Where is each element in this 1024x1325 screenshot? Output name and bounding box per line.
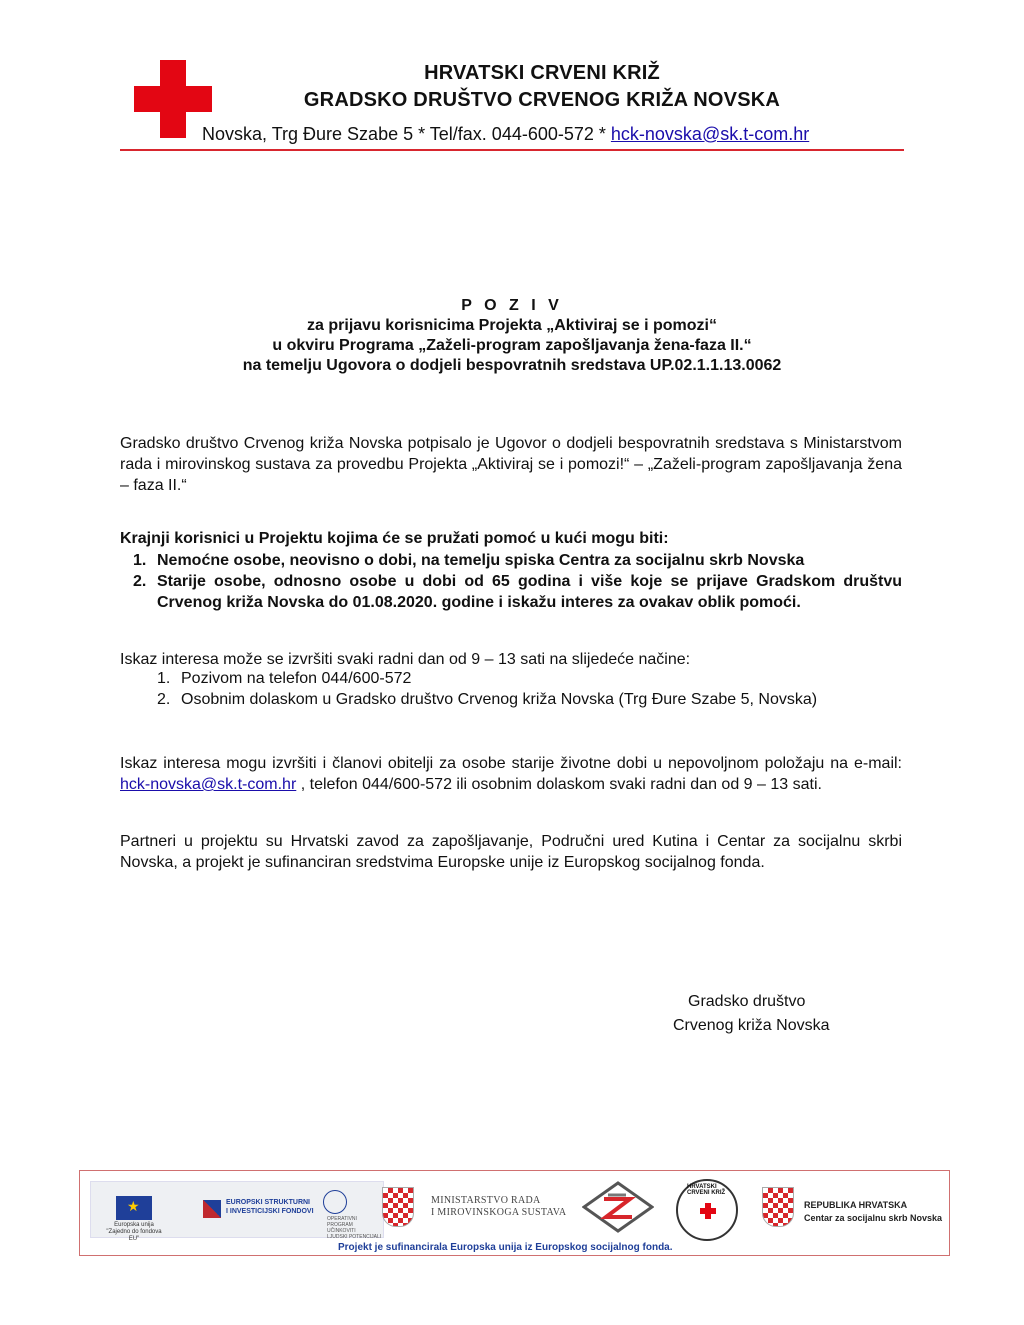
paragraph-how-to-apply: Iskaz interesa može se izvršiti svaki radni dan od 9 – 13 sati na slijedeće načine:	[120, 651, 691, 668]
paragraph-family-members: Iskaz interesa mogu izvršiti i članovi obitelji za osobe starije životne dobi u nepovoljnom položaju na e-mail: hck-novska@sk.t-com.hr , telefon 044/600-572 ili osobnim dolaskom svaki radni dan od 9 – 13 sati.	[120, 755, 902, 793]
hck-seal-icon: HRVATSKI CRVENI KRIŽ	[676, 1179, 738, 1241]
apply-methods-list	[120, 668, 902, 710]
zazeli-logo-icon	[582, 1181, 654, 1233]
paragraph-partners: Partneri u projektu su Hrvatski zavod za zapošljavanje, Područni ured Kutina i Centar za socijalnu skrbi Novska, a projekt je sufinanciran sredstvima Europske unije iz Europskog socijalnog fonda.	[120, 833, 902, 871]
croatian-coat-of-arms-icon-2	[762, 1187, 794, 1227]
paragraph-intro: Gradsko društvo Crvenog križa Novska potpisalo je Ugovor o dodjeli bespovratnih sredstava s Ministarstvom rada i mirovinskog sustava za provedbu Projekta „Aktiviraj se i pomozi!“ – „Zaželi-program zapošljavanja žena – faza II.“	[120, 435, 902, 494]
eu-funds-logo-box	[90, 1181, 384, 1242]
paragraph-beneficiaries: Krajnji korisnici u Projektu kojima će se pružati pomoć u kući mogu biti:	[120, 530, 669, 547]
contact-address: Novska, Trg Đure Szabe 5 * Tel/fax. 044-600-572 *	[202, 124, 611, 144]
document-title	[120, 296, 904, 376]
list-item: 2. Starije osobe, odnosno osobe u dobi od 65 godina i više koje se prijave Gradskom društvu Crvenog križa Novska do 01.08.2020. godine i iskažu interes za ovakav oblik pomoći.	[133, 573, 902, 611]
org-branch-name: GRADSKO DRUŠTVO CRVENOG KRIŽA NOVSKA	[303, 89, 781, 111]
signature-line-2: Crvenog križa Novska	[673, 1017, 830, 1034]
social-center-name: REPUBLIKA HRVATSKA Centar za socijalnu skrb Novska	[804, 1200, 943, 1223]
title-poziv: P O Z I V	[461, 297, 563, 314]
op-logo-icon	[323, 1190, 347, 1214]
red-cross-logo-icon	[134, 60, 212, 138]
footer-caption: Projekt je sufinancirala Europska unija iz Europskog socijalnog fonda.	[338, 1242, 673, 1253]
list-item: 1. Pozivom na telefon 044/600-572	[157, 670, 412, 687]
body-email-link[interactable]: hck-novska@sk.t-com.hr	[120, 776, 297, 793]
eu-caption: Europska unija "Zajedno do fondova EU"	[106, 1222, 162, 1242]
eu-flag-icon	[116, 1196, 152, 1220]
signature-line-1: Gradsko društvo	[688, 993, 806, 1010]
esif-text: EUROPSKI STRUKTURNI I INVESTICIJSKI FONDOVI	[226, 1199, 314, 1215]
title-line-2: za prijavu korisnicima Projekta „Aktiviraj se i pomozi“	[307, 317, 717, 334]
list-item: 2. Osobnim dolaskom u Gradsko društvo Crvenog križa Novska (Trg Đure Szabe 5, Novska)	[157, 691, 818, 708]
title-line-3: u okviru Programa „Zaželi-program zapošljavanja žena-faza II.“	[272, 337, 752, 354]
croatian-coat-of-arms-icon	[382, 1187, 414, 1227]
op-text: OPERATIVNI PROGRAM UČINKOVITI LJUDSKI POTENCIJALI	[327, 1216, 382, 1240]
ministry-name: MINISTARSTVO RADA I MIROVINSKOGA SUSTAVA	[431, 1195, 567, 1218]
beneficiaries-list	[120, 550, 902, 613]
header-divider	[120, 149, 904, 151]
title-line-4: na temelju Ugovora o dodjeli bespovratnih sredstava UP.02.1.1.13.0062	[242, 357, 782, 374]
footer-logo-strip	[79, 1170, 950, 1256]
contact-email-link[interactable]: hck-novska@sk.t-com.hr	[610, 124, 810, 144]
esif-logo-icon	[203, 1200, 221, 1218]
org-name: HRVATSKI CRVENI KRIŽ	[424, 62, 660, 84]
list-item: 1. Nemoćne osobe, neovisno o dobi, na temelju spiska Centra za socijalnu skrb Novska	[133, 552, 805, 569]
contact-line	[202, 124, 809, 145]
